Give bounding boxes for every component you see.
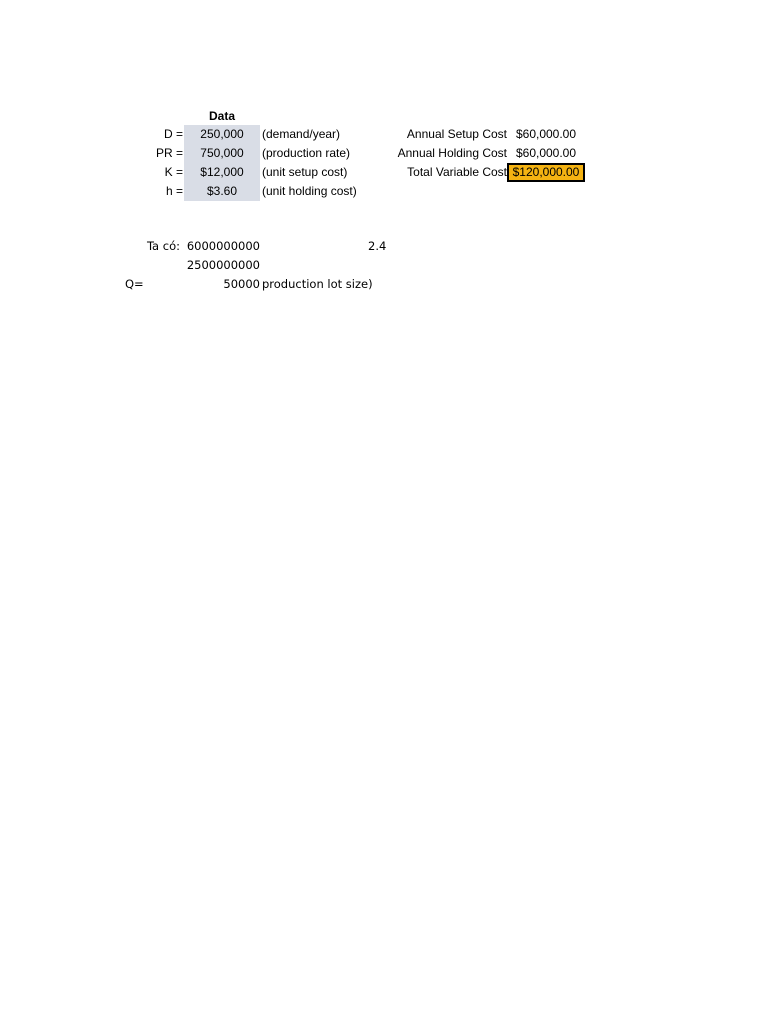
result-label-holding: Annual Holding Cost	[397, 146, 507, 160]
result-label-setup: Annual Setup Cost	[406, 127, 507, 141]
calc-value-1[interactable]: 6000000000	[186, 239, 260, 253]
data-label-d: D =	[163, 127, 183, 141]
data-note-d: (demand/year)	[262, 127, 341, 141]
result-label-total: Total Variable Cost	[407, 165, 507, 179]
calc-value-2[interactable]: 2500000000	[186, 258, 260, 272]
data-value-pr[interactable]: 750,000	[184, 144, 260, 163]
data-note-k: (unit setup cost)	[262, 165, 348, 179]
q-value[interactable]: 50000	[223, 277, 260, 291]
data-label-k: K =	[164, 165, 183, 179]
data-value-k[interactable]: $12,000	[184, 163, 260, 182]
data-label-pr: PR =	[155, 146, 183, 160]
q-label: Q=	[125, 277, 144, 291]
result-value-total[interactable]: $120,000.00	[507, 163, 585, 182]
result-value-setup[interactable]: $60,000.00	[515, 127, 577, 141]
data-note-pr: (production rate)	[262, 146, 351, 160]
q-note: production lot size)	[262, 277, 373, 291]
ta-co-label: Ta có:	[146, 239, 180, 253]
calc-value-right[interactable]: 2.4	[368, 239, 387, 253]
data-value-d[interactable]: 250,000	[184, 125, 260, 144]
data-value-h[interactable]: $3.60	[184, 182, 260, 201]
data-note-h: (unit holding cost)	[262, 184, 357, 198]
data-header: Data	[208, 109, 235, 123]
data-label-h: h =	[165, 184, 183, 198]
result-value-holding[interactable]: $60,000.00	[515, 146, 577, 160]
